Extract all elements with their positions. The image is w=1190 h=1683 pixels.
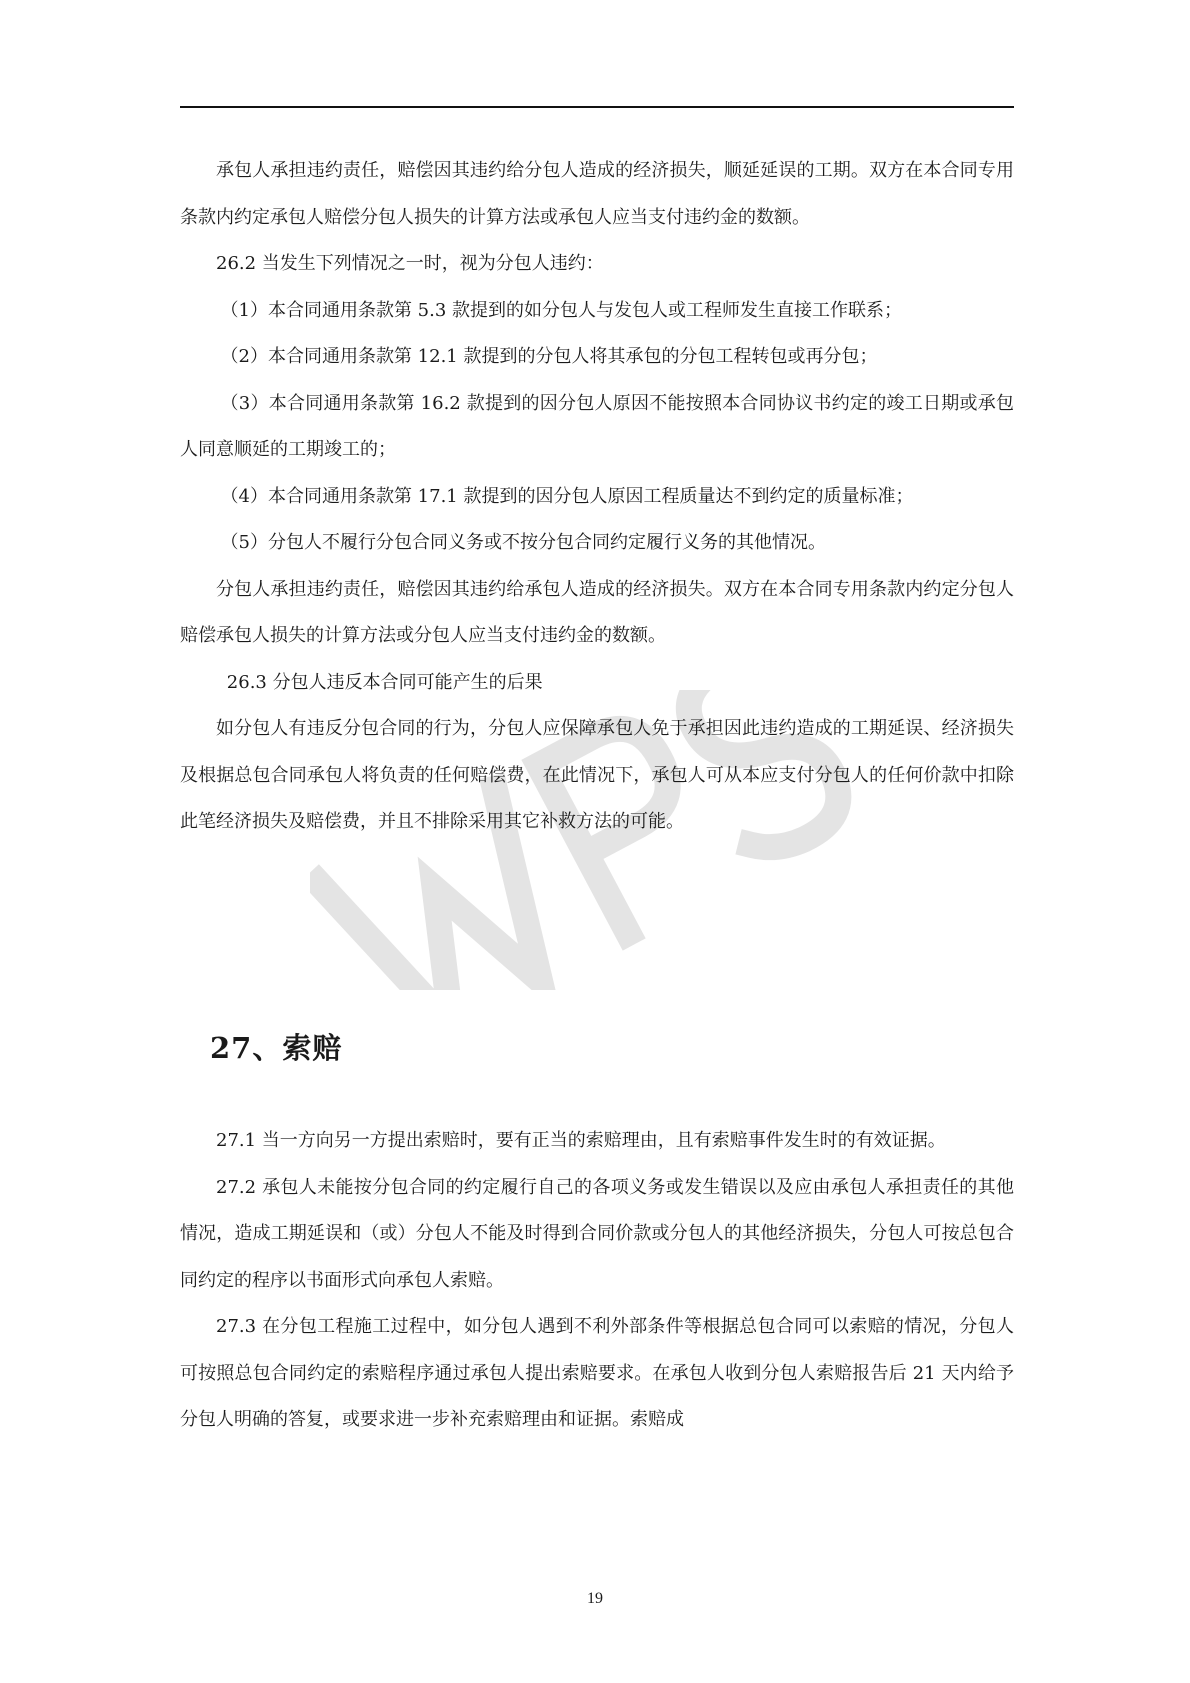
clause-26-2-item-3: （3）本合同通用条款第 16.2 款提到的因分包人原因不能按照本合同协议书约定的竣工日期或承包人同意顺延的工期竣工的； (180, 392, 1014, 460)
clause-27-3: 27.3 在分包工程施工过程中，如分包人遇到不利外部条件等根据总包合同可以索赔的情况，分包人可按照总包合同约定的索赔程序通过承包人提出索赔要求。在承包人收到分包人索赔报告后 21 天内给予分包人明确的答复，或要求进一步补充索赔理由和证据。索赔成 (180, 1316, 1014, 1430)
paragraph-contractor-liability: 承包人承担违约责任，赔偿因其违约给分包人造成的经济损失，顺延延误的工期。双方在本合同专用条款内约定承包人赔偿分包人损失的计算方法或承包人应当支付违约金的数额。 (180, 160, 1014, 228)
section-27-heading: 27、索赔 (210, 1031, 343, 1065)
section-27-body (180, 1118, 1014, 1444)
clause-27-1: 27.1 当一方向另一方提出索赔时，要有正当的索赔理由，且有索赔事件发生时的有效证据。 (216, 1130, 946, 1151)
page-number: 19 (587, 1590, 603, 1607)
paragraph-breach-consequences: 如分包人有违反分包合同的行为，分包人应保障承包人免于承担因此违约造成的工期延误、经济损失及根据总包合同承包人将负责的任何赔偿费，在此情况下，承包人可从本应支付分包人的任何价款中扣除此笔经济损失及赔偿费，并且不排除采用其它补救方法的可能。 (180, 718, 1014, 832)
clause-26-2-item-1: （1）本合同通用条款第 5.3 款提到的如分包人与发包人或工程师发生直接工作联系； (220, 299, 903, 321)
clause-26-2-heading: 26.2 当发生下列情况之一时，视为分包人违约： (216, 253, 604, 274)
clause-26-2-item-2: （2）本合同通用条款第 12.1 款提到的分包人将其承包的分包工程转包或再分包； (220, 346, 878, 367)
clause-27-2: 27.2 承包人未能按分包合同的约定履行自己的各项义务或发生错误以及应由承包人承担责任的其他情况，造成工期延误和（或）分包人不能及时得到合同价款或分包人的其他经济损失，分包人可按总包合同约定的程序以书面形式向承包人索赔。 (180, 1176, 1014, 1291)
paragraph-subcontractor-liability: 分包人承担违约责任，赔偿因其违约给承包人造成的经济损失。双方在本合同专用条款内约定分包人赔偿承包人损失的计算方法或分包人应当支付违约金的数额。 (180, 578, 1014, 646)
clause-26-body (180, 148, 1014, 846)
clause-26-3-heading: 26.3 分包人违反本合同可能产生的后果 (226, 671, 543, 693)
header-rule (180, 106, 1014, 108)
clause-26-2-item-5: （5）分包人不履行分包合同义务或不按分包合同约定履行义务的其他情况。 (220, 532, 826, 553)
clause-26-2-item-4: （4）本合同通用条款第 17.1 款提到的因分包人原因工程质量达不到约定的质量标准； (220, 485, 914, 507)
